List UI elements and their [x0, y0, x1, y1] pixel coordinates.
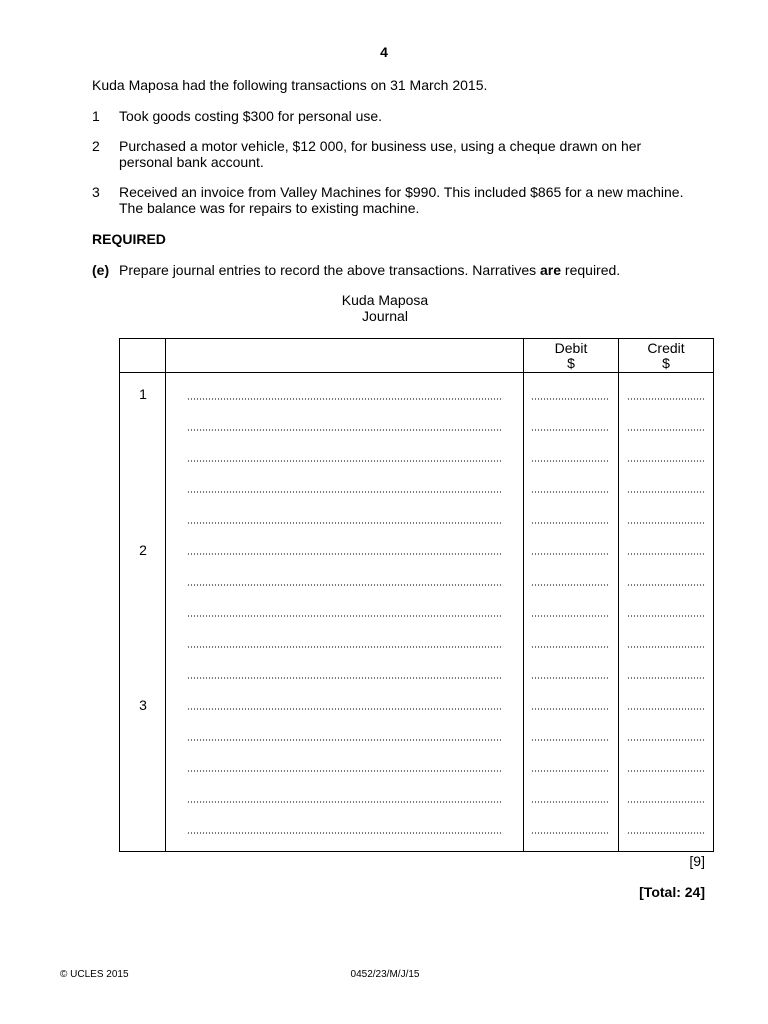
- credit-line[interactable]: [627, 460, 706, 462]
- page-number: 4: [380, 44, 388, 60]
- narrative-line[interactable]: [187, 553, 503, 555]
- credit-line[interactable]: [627, 770, 706, 772]
- narrative-line[interactable]: [187, 832, 503, 834]
- credit-line[interactable]: [627, 708, 706, 710]
- credit-header: Credit $: [647, 340, 685, 371]
- journal-owner-title: Kuda Maposa: [341, 292, 429, 308]
- narrative-line[interactable]: [187, 801, 503, 803]
- journal-title: Journal: [362, 308, 408, 324]
- column-divider: [165, 339, 166, 851]
- credit-line[interactable]: [627, 801, 706, 803]
- credit-line[interactable]: [627, 522, 706, 524]
- narrative-line[interactable]: [187, 398, 503, 400]
- item-number-1: 1: [92, 108, 100, 124]
- journal-table: [119, 338, 714, 852]
- copyright: © UCLES 2015: [60, 969, 129, 980]
- item-text-1: Took goods costing $300 for personal use.: [119, 108, 383, 124]
- debit-line[interactable]: [531, 429, 610, 431]
- debit-line[interactable]: [531, 398, 610, 400]
- entry-number-3: 3: [139, 697, 147, 713]
- item-text-3: Received an invoice from Valley Machines for $990. This included $865 for a new machine. The balance was for repairs to existing machine.: [119, 184, 684, 216]
- credit-line[interactable]: [627, 615, 706, 617]
- debit-line[interactable]: [531, 832, 610, 834]
- question-text: Prepare journal entries to record the above transactions. Narratives are required.: [119, 262, 621, 278]
- item-text-2: Purchased a motor vehicle, $12 000, for business use, using a cheque drawn on her personal bank account.: [119, 138, 642, 170]
- debit-line[interactable]: [531, 739, 610, 741]
- paper-code: 0452/23/M/J/15: [350, 969, 420, 980]
- narrative-line[interactable]: [187, 460, 503, 462]
- debit-line[interactable]: [531, 677, 610, 679]
- debit-header: Debit $: [554, 340, 588, 371]
- question-label: (e): [92, 262, 110, 278]
- entry-number-1: 1: [139, 386, 147, 402]
- debit-line[interactable]: [531, 491, 610, 493]
- narrative-line[interactable]: [187, 770, 503, 772]
- credit-line[interactable]: [627, 491, 706, 493]
- narrative-line[interactable]: [187, 491, 503, 493]
- header-divider: [120, 372, 713, 373]
- item-number-3: 3: [92, 184, 100, 200]
- column-divider: [523, 339, 524, 851]
- entry-number-2: 2: [139, 542, 147, 558]
- credit-line[interactable]: [627, 429, 706, 431]
- narrative-line[interactable]: [187, 584, 503, 586]
- credit-line[interactable]: [627, 584, 706, 586]
- narrative-line[interactable]: [187, 677, 503, 679]
- item-number-2: 2: [92, 138, 100, 154]
- debit-line[interactable]: [531, 522, 610, 524]
- credit-line[interactable]: [627, 646, 706, 648]
- credit-line[interactable]: [627, 739, 706, 741]
- required-heading: REQUIRED: [92, 231, 166, 247]
- narrative-line[interactable]: [187, 429, 503, 431]
- total-marks: [Total: 24]: [639, 884, 705, 900]
- debit-line[interactable]: [531, 584, 610, 586]
- marks-label: [9]: [689, 853, 705, 869]
- debit-line[interactable]: [531, 646, 610, 648]
- debit-line[interactable]: [531, 615, 610, 617]
- narrative-line[interactable]: [187, 708, 503, 710]
- debit-line[interactable]: [531, 708, 610, 710]
- credit-line[interactable]: [627, 677, 706, 679]
- narrative-line[interactable]: [187, 522, 503, 524]
- column-divider: [618, 339, 619, 851]
- debit-line[interactable]: [531, 553, 610, 555]
- credit-line[interactable]: [627, 398, 706, 400]
- intro-text: Kuda Maposa had the following transactions on 31 March 2015.: [92, 77, 488, 93]
- narrative-line[interactable]: [187, 615, 503, 617]
- credit-line[interactable]: [627, 553, 706, 555]
- debit-line[interactable]: [531, 770, 610, 772]
- credit-line[interactable]: [627, 832, 706, 834]
- debit-line[interactable]: [531, 801, 610, 803]
- narrative-line[interactable]: [187, 739, 503, 741]
- debit-line[interactable]: [531, 460, 610, 462]
- narrative-line[interactable]: [187, 646, 503, 648]
